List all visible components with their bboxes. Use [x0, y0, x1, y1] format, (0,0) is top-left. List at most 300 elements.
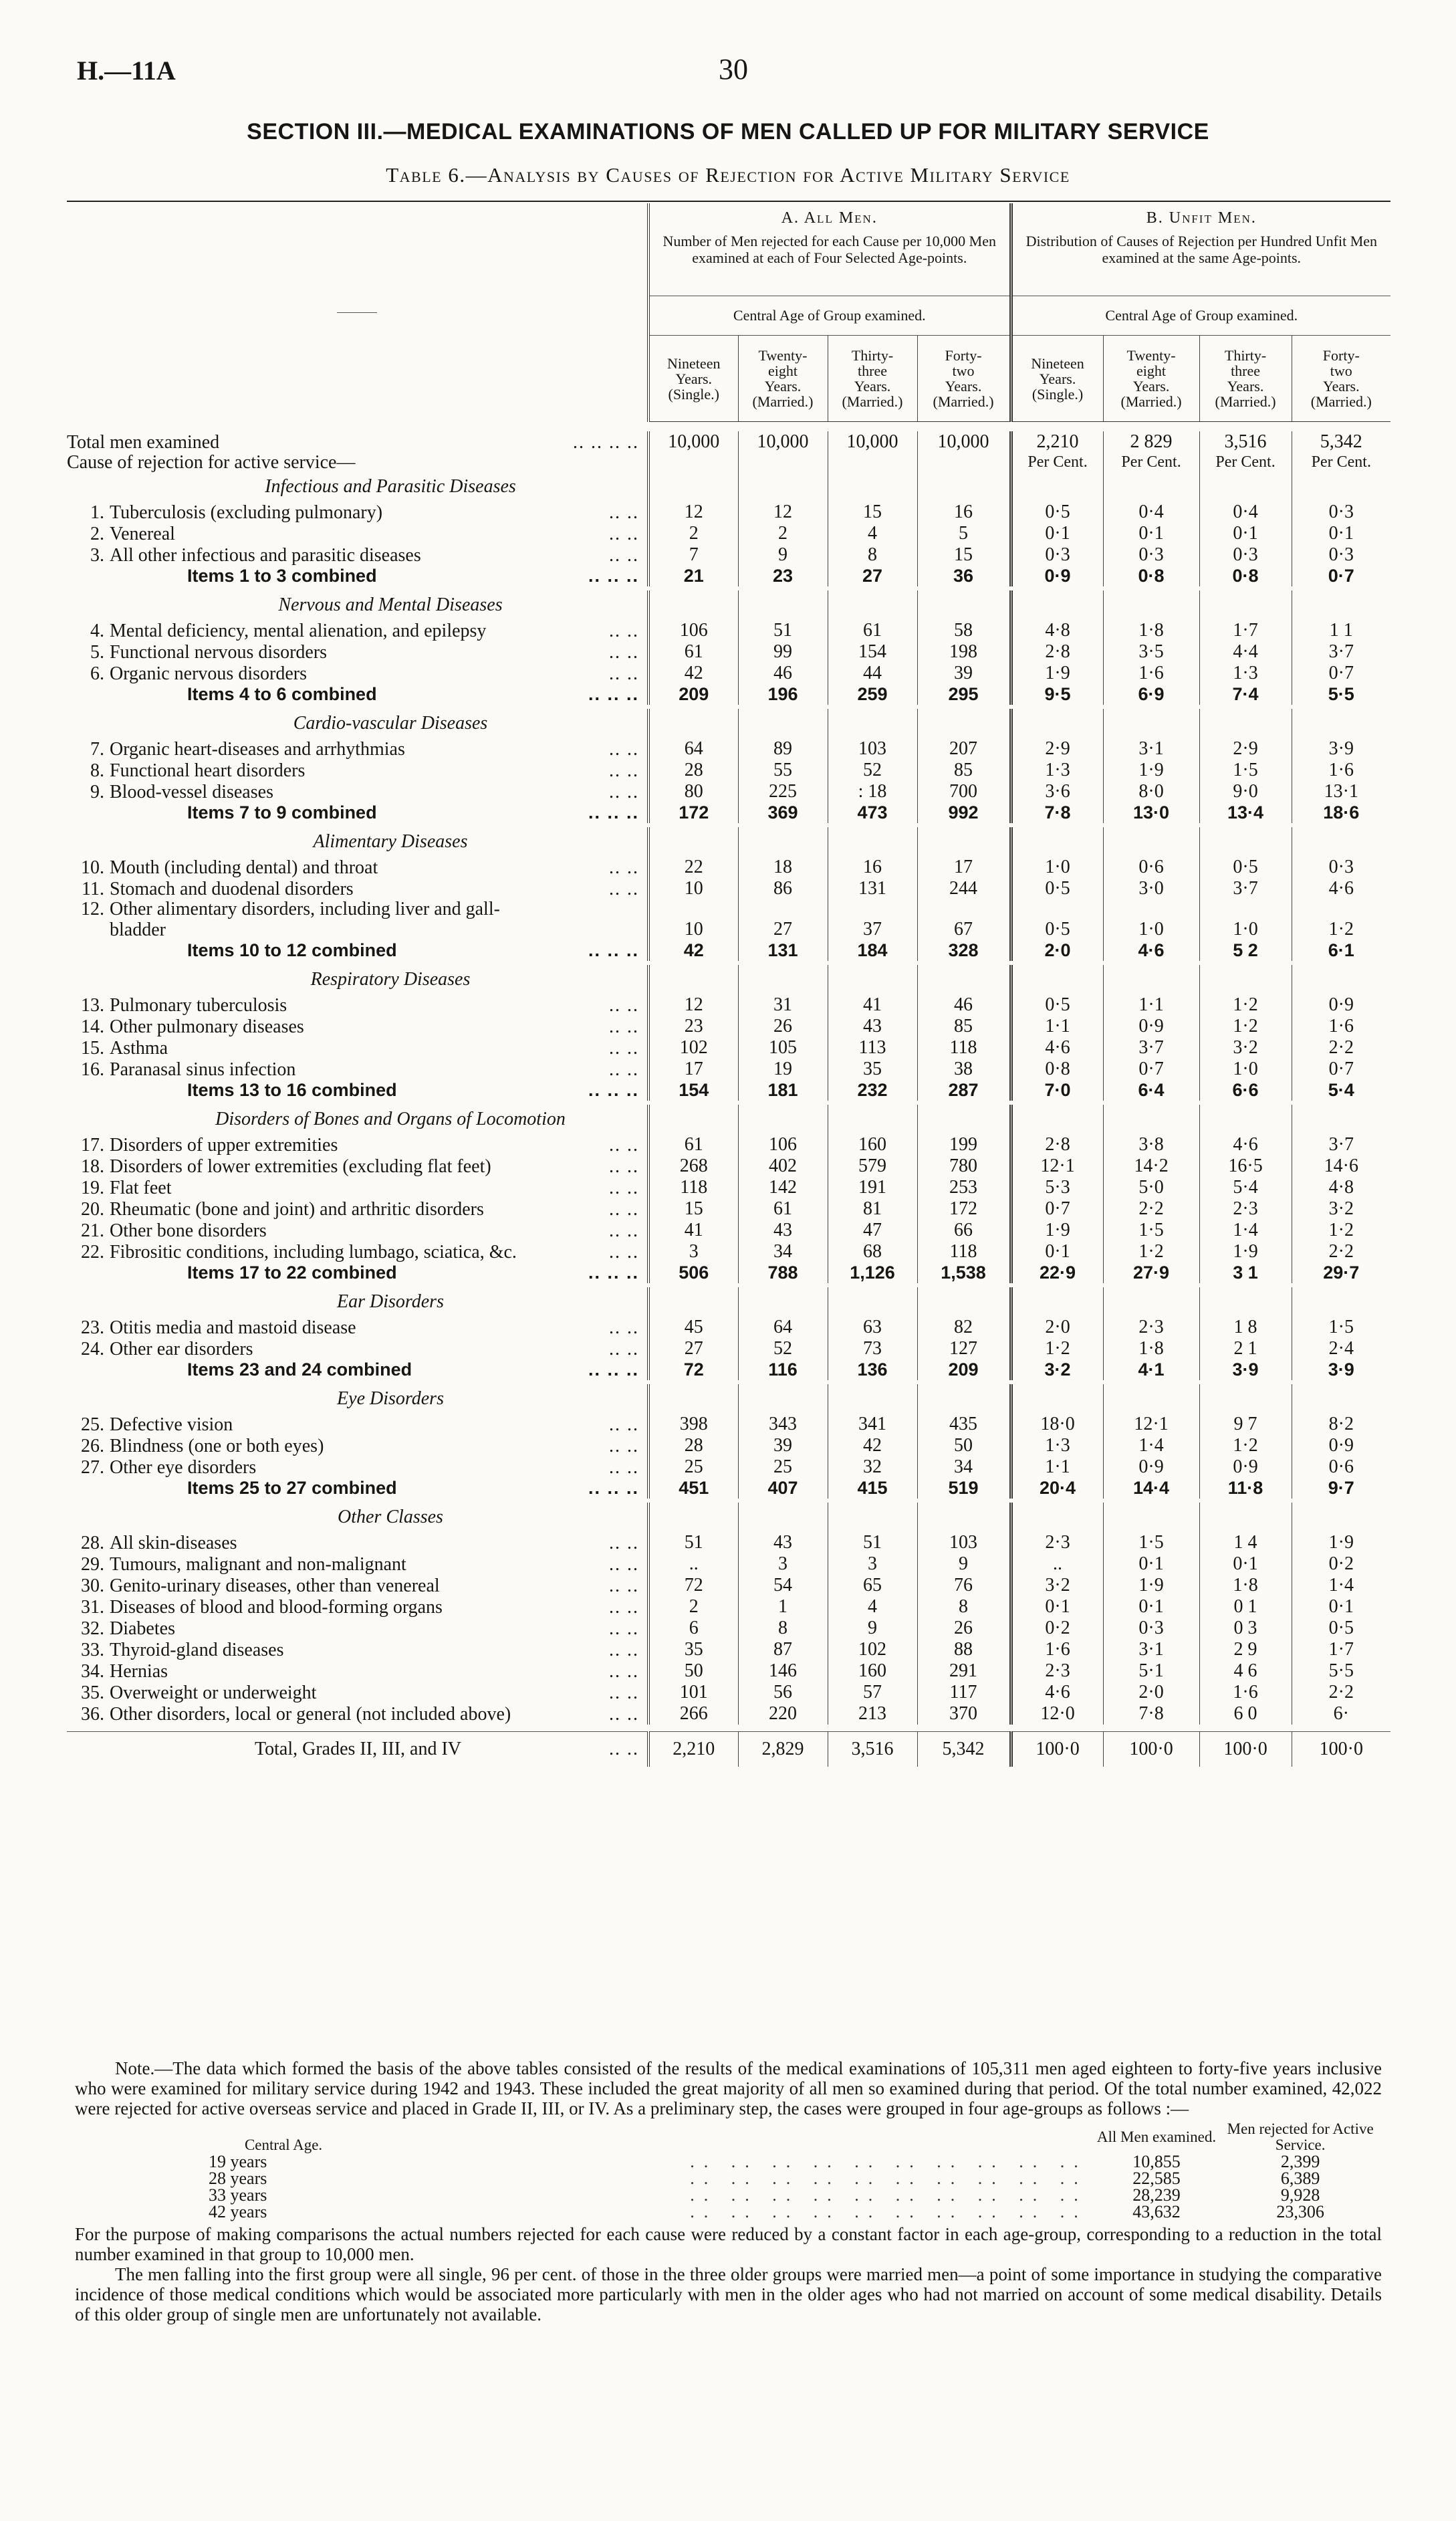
value-cell: 0·7	[1292, 663, 1390, 684]
value-cell: 42	[648, 663, 738, 684]
combined-label	[67, 802, 648, 823]
value-cell: 118	[648, 1177, 738, 1198]
value-cell: 5·1	[1103, 1660, 1199, 1682]
value-cell: 2·0	[1103, 1682, 1199, 1703]
leader-dots: .. .. ..	[588, 1359, 639, 1380]
value-cell: 343	[738, 1414, 828, 1435]
value-cell: 992	[917, 802, 1011, 823]
value-cell: 2·4	[1292, 1338, 1390, 1359]
row-label: Diseases of blood and blood-forming organs	[110, 1596, 443, 1618]
value-cell: 232	[828, 1080, 917, 1101]
unit-cell	[828, 453, 917, 472]
combined-row	[67, 802, 1390, 823]
value-cell: 3	[828, 1553, 917, 1575]
row-label: Infectious and Parasitic Diseases	[265, 476, 516, 497]
value-cell: 1·2	[1199, 1016, 1292, 1037]
value-cell: 28	[648, 1435, 738, 1456]
row-label: Cardio-vascular Diseases	[293, 713, 488, 734]
cause-label	[67, 1660, 648, 1682]
stub-header	[67, 203, 648, 422]
value-cell: 2,829	[738, 1732, 828, 1767]
empty-cell	[1292, 827, 1390, 857]
value-cell: 172	[917, 1198, 1011, 1220]
empty-cell	[1011, 1503, 1103, 1532]
note-paragraph-1: Note.—The data which formed the basis of the above tables consisted of the results of the medical examinations of 105,311 men aged eighteen to forty-five years inclusive who were examined for military service during 1942 and 1943. These included the great majority of all men so examined during that period. Of the total number examined, 42,022 were rejected for active overseas service and placed in Grade II, III, or IV. As a preliminary step, the cases were grouped in four age-groups as follows :—	[75, 2058, 1382, 2118]
value-cell: 328	[917, 940, 1011, 961]
value-cell: 6·1	[1292, 940, 1390, 961]
item-number: 20.	[81, 1198, 104, 1220]
value-cell: 103	[828, 738, 917, 760]
value-cell: 2·2	[1292, 1241, 1390, 1263]
row-label: Disorders of Bones and Organs of Locomotion	[215, 1109, 566, 1129]
cause-label	[67, 1177, 648, 1198]
value-cell: 2,210	[1011, 431, 1103, 453]
cause-label	[67, 1414, 648, 1435]
value-cell: 81	[828, 1198, 917, 1220]
leader-dots: .. .. .. .. .. .. .. .. .. ..	[690, 2185, 1088, 2205]
column-header-2	[738, 336, 828, 422]
item-number: 8.	[90, 760, 104, 781]
value-cell: 398	[648, 1414, 738, 1435]
value-cell: 1,126	[828, 1263, 917, 1283]
value-cell: 7·4	[1199, 684, 1292, 705]
column-header-line: (Single.)	[668, 385, 719, 403]
value-cell: 26	[917, 1618, 1011, 1639]
value-cell: 3·2	[1292, 1198, 1390, 1220]
value-cell: 8·0	[1103, 781, 1199, 802]
empty-cell	[1292, 1287, 1390, 1317]
value-cell: 106	[738, 1134, 828, 1156]
value-cell: 68	[828, 1241, 917, 1263]
value-cell: 101	[648, 1682, 738, 1703]
value-cell: 3·7	[1292, 1134, 1390, 1156]
value-cell: 0 3	[1199, 1618, 1292, 1639]
value-cell: 1,538	[917, 1263, 1011, 1283]
value-cell: 3·2	[1011, 1575, 1103, 1596]
value-cell: 67	[917, 919, 1011, 940]
value-cell: 2·3	[1103, 1317, 1199, 1338]
row-label: Stomach and duodenal disorders	[110, 878, 354, 899]
age-value: 19 years	[209, 2152, 267, 2171]
value-cell: 20·4	[1011, 1478, 1103, 1499]
column-header-line: Years.	[675, 370, 713, 387]
value-cell: 35	[648, 1639, 738, 1660]
cause-label	[67, 1317, 648, 1338]
item-number: 1.	[90, 502, 104, 523]
value-cell: 61	[648, 1134, 738, 1156]
value-cell: 0·1	[1292, 523, 1390, 544]
cause-row	[67, 663, 1390, 684]
cause-row	[67, 760, 1390, 781]
value-cell: 1·6	[1103, 663, 1199, 684]
cause-label	[67, 994, 648, 1016]
value-cell: 38	[917, 1059, 1011, 1080]
value-cell: 2·3	[1011, 1660, 1103, 1682]
row-label: Otitis media and mastoid disease	[110, 1317, 356, 1338]
value-cell: 82	[917, 1317, 1011, 1338]
row-label: Overweight or underweight	[110, 1682, 317, 1703]
value-cell: 12·1	[1011, 1156, 1103, 1177]
spacer-row	[67, 422, 1390, 432]
value-cell: 13·1	[1292, 781, 1390, 802]
value-cell: 3·9	[1292, 1359, 1390, 1380]
column-header-1	[648, 336, 738, 422]
item-number: 12.	[81, 899, 104, 919]
cause-label	[67, 1338, 648, 1359]
value-cell: 291	[917, 1660, 1011, 1682]
value-cell: 12	[648, 502, 738, 523]
value-cell: 2·2	[1292, 1037, 1390, 1059]
row-label: Cause of rejection for active service—	[67, 453, 356, 472]
cause-label	[67, 523, 648, 544]
document-reference: H.—11A	[77, 56, 176, 86]
row-label: Flat feet	[110, 1177, 172, 1198]
value-cell: 2·0	[1011, 940, 1103, 961]
value-cell: 295	[917, 684, 1011, 705]
value-cell: 1·2	[1011, 1338, 1103, 1359]
value-cell: 369	[738, 802, 828, 823]
item-number: 31.	[81, 1596, 104, 1618]
value-cell: 7·8	[1103, 1703, 1199, 1725]
value-cell: 0·5	[1011, 919, 1103, 940]
value-cell: 1·0	[1103, 919, 1199, 940]
column-header-line: two	[952, 362, 975, 379]
all-men-value: 28,239	[1132, 2185, 1181, 2205]
cause-label	[67, 1037, 648, 1059]
value-cell: 0·1	[1292, 1596, 1390, 1618]
value-cell: 10	[648, 878, 738, 899]
page-number: 30	[719, 53, 748, 86]
value-cell: 0·3	[1292, 502, 1390, 523]
value-cell: 2·8	[1011, 641, 1103, 663]
leader-dots: .. ..	[609, 857, 639, 878]
rejected-value: 23,306	[1276, 2202, 1324, 2221]
value-cell: 3·1	[1103, 1639, 1199, 1660]
column-header-line: (Single.)	[1032, 385, 1084, 403]
column-header-line: Years.	[1322, 378, 1360, 395]
group-a-title: A. All Men.	[648, 203, 1011, 233]
row-label: Alimentary Diseases	[313, 831, 468, 852]
value-cell: 43	[738, 1532, 828, 1553]
value-cell: 29·7	[1292, 1263, 1390, 1283]
value-cell: 1 4	[1199, 1532, 1292, 1553]
row-label: Venereal	[110, 523, 175, 544]
column-header-line: Forty-	[945, 347, 982, 364]
value-cell: 72	[648, 1359, 738, 1380]
value-cell: 191	[828, 1177, 917, 1198]
value-cell: 100·0	[1199, 1732, 1292, 1767]
empty-cell	[738, 1287, 828, 1317]
item-number: 25.	[81, 1414, 104, 1435]
leader-dots: .. ..	[609, 1220, 639, 1241]
value-cell: 9	[828, 1618, 917, 1639]
group-heading	[67, 1105, 648, 1134]
leader-dots: .. ..	[609, 1037, 639, 1059]
age-row	[142, 2153, 1382, 2170]
cause-label	[67, 1241, 648, 1263]
value-cell: 4·8	[1011, 620, 1103, 641]
value-cell: 18·0	[1011, 1414, 1103, 1435]
value-cell: 3	[648, 1241, 738, 1263]
empty-cell	[1292, 1105, 1390, 1134]
empty-cell	[738, 899, 828, 919]
value-cell: 6·9	[1103, 684, 1199, 705]
value-cell: 0·3	[1199, 544, 1292, 566]
value-cell: 80	[648, 781, 738, 802]
combined-label	[67, 1263, 648, 1283]
empty-cell	[648, 590, 738, 620]
value-cell: 51	[648, 1532, 738, 1553]
value-cell: 1·2	[1292, 1220, 1390, 1241]
value-cell: 35	[828, 1059, 917, 1080]
value-cell: 52	[828, 760, 917, 781]
value-cell: 8	[738, 1618, 828, 1639]
value-cell: 0·1	[1011, 1241, 1103, 1263]
value-cell: 3·1	[1103, 738, 1199, 760]
row-label: Total, Grades II, III, and IV	[254, 1739, 462, 1759]
value-cell: : 18	[828, 781, 917, 802]
value-cell: 0·9	[1292, 1435, 1390, 1456]
row-label: Other Classes	[338, 1507, 443, 1527]
value-cell: 3·0	[1103, 878, 1199, 899]
row-label: Other ear disorders	[110, 1338, 253, 1359]
empty-cell	[1011, 1105, 1103, 1134]
table-note	[75, 2058, 1382, 2324]
value-cell: 55	[738, 760, 828, 781]
value-cell: 89	[738, 738, 828, 760]
cause-row	[67, 1338, 1390, 1359]
value-cell: 39	[917, 663, 1011, 684]
leader-dots: .. ..	[609, 663, 639, 684]
column-header-line: Thirty-	[1224, 347, 1267, 364]
cause-label	[67, 1198, 648, 1220]
value-cell: 3,516	[828, 1732, 917, 1767]
value-cell: 18	[738, 857, 828, 878]
column-header-line: (Married.)	[1310, 393, 1372, 410]
leader-dots: .. ..	[609, 1198, 639, 1220]
value-cell: 0·9	[1103, 1456, 1199, 1478]
cause-label	[67, 502, 648, 523]
row-label: Items 13 to 16 combined	[187, 1080, 397, 1100]
value-cell: 28	[648, 760, 738, 781]
value-cell: 1 1	[1292, 620, 1390, 641]
value-cell: 61	[828, 620, 917, 641]
age-header-spacer	[358, 2121, 1094, 2153]
value-cell: 0·3	[1103, 1618, 1199, 1639]
value-cell: 14·2	[1103, 1156, 1199, 1177]
row-label: Paranasal sinus infection	[110, 1059, 296, 1080]
empty-cell	[1103, 472, 1199, 502]
value-cell: 61	[738, 1198, 828, 1220]
row-label: Other alimentary disorders, including liver and gall-	[110, 899, 500, 919]
value-cell: 22·9	[1011, 1263, 1103, 1283]
cause-row	[67, 1532, 1390, 1553]
value-cell: 106	[648, 620, 738, 641]
value-cell: 32	[828, 1456, 917, 1478]
value-cell: 22	[648, 857, 738, 878]
value-cell: 1·9	[1103, 1575, 1199, 1596]
value-cell: 10,000	[828, 431, 917, 453]
value-cell: 2·3	[1199, 1198, 1292, 1220]
empty-cell	[648, 1287, 738, 1317]
cause-row	[67, 1059, 1390, 1080]
value-cell: 99	[738, 641, 828, 663]
value-cell: 3,516	[1199, 431, 1292, 453]
row-label: Other eye disorders	[110, 1456, 257, 1478]
cause-row	[67, 1682, 1390, 1703]
row-label: Ear Disorders	[337, 1291, 444, 1312]
empty-cell	[648, 472, 738, 502]
note-paragraph-2: For the purpose of making comparisons the actual numbers rejected for each cause were reduced by a constant factor in each age-group, corresponding to a reduction in the total number examined in that group to 10,000 men.	[75, 2224, 1382, 2264]
value-cell: 42	[648, 940, 738, 961]
value-cell: 154	[648, 1080, 738, 1101]
column-header-3	[828, 336, 917, 422]
value-cell: 42	[828, 1435, 917, 1456]
value-cell: 7·8	[1011, 802, 1103, 823]
value-cell: 1·0	[1011, 857, 1103, 878]
empty-cell	[828, 709, 917, 738]
unit-cell	[917, 453, 1011, 472]
value-cell: 3·9	[1199, 1359, 1292, 1380]
cause-heading-row	[67, 453, 1390, 472]
value-cell: 0·1	[1011, 1596, 1103, 1618]
row-label: All other infectious and parasitic diseases	[110, 544, 421, 566]
value-cell: 13·0	[1103, 802, 1199, 823]
cause-label	[67, 899, 648, 919]
empty-cell	[828, 1105, 917, 1134]
grand-total-row	[67, 1732, 1390, 1767]
value-cell: 65	[828, 1575, 917, 1596]
empty-cell	[738, 1384, 828, 1414]
row-label: Items 1 to 3 combined	[187, 566, 377, 586]
value-cell: 25	[738, 1456, 828, 1478]
row-label: Nervous and Mental Diseases	[278, 594, 503, 615]
leader-dots: .. .. ..	[588, 1263, 639, 1283]
value-cell: 1·2	[1199, 994, 1292, 1016]
value-cell: 8	[828, 544, 917, 566]
cause-label	[67, 1682, 648, 1703]
value-cell: 1·4	[1292, 1575, 1390, 1596]
value-cell: 1·1	[1011, 1016, 1103, 1037]
value-cell: 1·8	[1103, 620, 1199, 641]
leader-dots: .. .. ..	[588, 1478, 639, 1498]
row-label: Items 23 and 24 combined	[187, 1359, 412, 1380]
value-cell: 100·0	[1103, 1732, 1199, 1767]
column-header-8	[1292, 336, 1390, 422]
value-cell: 1·1	[1103, 994, 1199, 1016]
value-cell: 2 1	[1199, 1338, 1292, 1359]
value-cell: 16	[917, 502, 1011, 523]
leader-dots: .. ..	[609, 1703, 639, 1725]
value-cell: 7·0	[1011, 1080, 1103, 1101]
leader-dots: .. .. .. .. .. .. .. .. .. ..	[690, 2169, 1088, 2188]
column-header-line: (Married.)	[933, 393, 994, 410]
value-cell: 1·5	[1103, 1220, 1199, 1241]
item-number: 32.	[81, 1618, 104, 1639]
leader-dots: .. ..	[609, 1660, 639, 1682]
value-cell: 11·8	[1199, 1478, 1292, 1499]
empty-cell	[1103, 1105, 1199, 1134]
value-cell: 1·4	[1199, 1220, 1292, 1241]
cause-row	[67, 781, 1390, 802]
value-cell: 10,000	[917, 431, 1011, 453]
value-cell: 51	[828, 1532, 917, 1553]
value-cell: 435	[917, 1414, 1011, 1435]
value-cell: 27	[738, 919, 828, 940]
value-cell: 41	[828, 994, 917, 1016]
value-cell: 6	[648, 1618, 738, 1639]
cause-row	[67, 544, 1390, 566]
value-cell: 3·2	[1199, 1037, 1292, 1059]
value-cell: 118	[917, 1241, 1011, 1263]
value-cell: 780	[917, 1156, 1011, 1177]
value-cell: 209	[917, 1359, 1011, 1380]
cause-label	[67, 1639, 648, 1660]
value-cell: 213	[828, 1703, 917, 1725]
row-label: Thyroid-gland diseases	[110, 1639, 284, 1660]
value-cell: 13·4	[1199, 802, 1292, 823]
cause-row	[67, 523, 1390, 544]
cause-row	[67, 1596, 1390, 1618]
group-heading-row	[67, 1105, 1390, 1134]
value-cell: 0·1	[1103, 523, 1199, 544]
empty-cell	[1199, 590, 1292, 620]
empty-cell	[1103, 1384, 1199, 1414]
value-cell: 1·9	[1199, 1241, 1292, 1263]
value-cell: 579	[828, 1156, 917, 1177]
age-row	[142, 2187, 1382, 2203]
item-number: 10.	[81, 857, 104, 878]
value-cell: 5·4	[1199, 1177, 1292, 1198]
value-cell: 116	[738, 1359, 828, 1380]
value-cell: 2·3	[1011, 1532, 1103, 1553]
value-cell: 196	[738, 684, 828, 705]
cause-row	[67, 878, 1390, 899]
value-cell: 0·3	[1103, 544, 1199, 566]
row-label: Tumours, malignant and non-malignant	[110, 1553, 406, 1575]
cause-row	[67, 738, 1390, 760]
value-cell: 4	[828, 1596, 917, 1618]
combined-label	[67, 1359, 648, 1380]
value-cell: 1·7	[1292, 1639, 1390, 1660]
empty-cell	[1103, 709, 1199, 738]
value-cell: 4·6	[1011, 1682, 1103, 1703]
leader-dots: .. ..	[609, 1338, 639, 1359]
value-cell: 4·6	[1103, 940, 1199, 961]
value-cell: 26	[738, 1016, 828, 1037]
item-number: 22.	[81, 1241, 104, 1263]
empty-cell	[1199, 1384, 1292, 1414]
item-number: 29.	[81, 1553, 104, 1575]
combined-label	[67, 684, 648, 705]
empty-cell	[917, 472, 1011, 502]
cause-row	[67, 1414, 1390, 1435]
item-number: 7.	[90, 738, 104, 760]
value-cell: 14·6	[1292, 1156, 1390, 1177]
empty-cell	[1292, 899, 1390, 919]
value-cell: 41	[648, 1220, 738, 1241]
leader-dots: .. ..	[609, 994, 639, 1016]
value-cell: 10,000	[738, 431, 828, 453]
empty-cell	[1103, 1287, 1199, 1317]
cause-row	[67, 1134, 1390, 1156]
row-label: Total men examined	[67, 431, 220, 453]
value-cell: 10	[648, 919, 738, 940]
cause-heading	[67, 453, 648, 472]
empty-cell	[1011, 1384, 1103, 1414]
value-cell: 27·9	[1103, 1263, 1199, 1283]
value-cell: 0·5	[1011, 994, 1103, 1016]
